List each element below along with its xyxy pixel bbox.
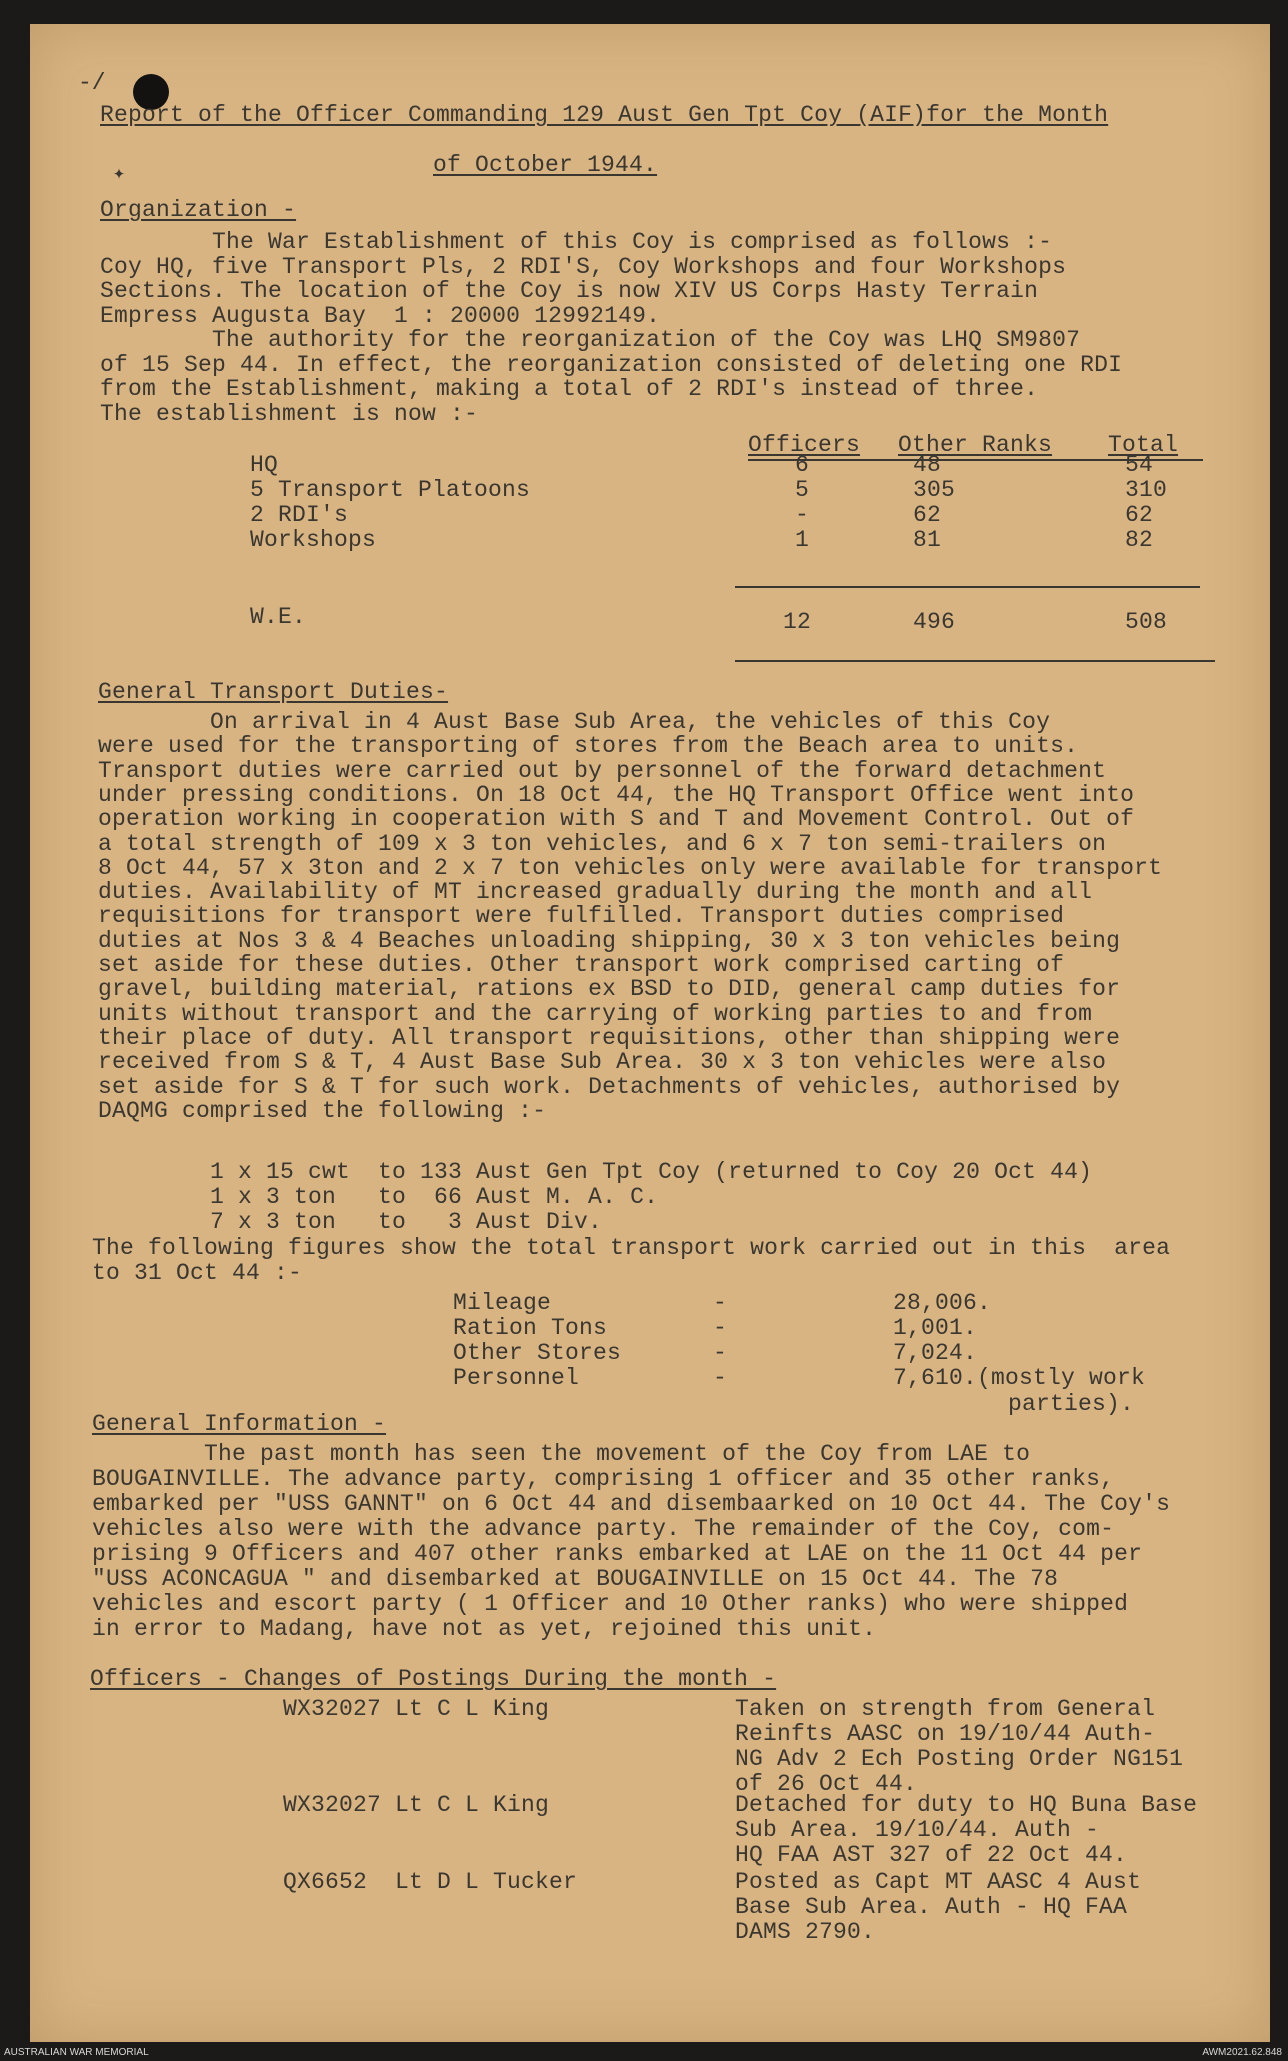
information-line: BOUGAINVILLE. The advance party, comprising 1 officer and 35 other ranks, <box>92 1466 1115 1492</box>
figure-dash: - <box>713 1365 728 1391</box>
information-line: The past month has seen the movement of the Coy from LAE to <box>92 1441 1031 1467</box>
table-row-unit: 5 Transport Platoons <box>250 477 531 503</box>
transport-line: received from S & T, 4 Aust Base Sub Area. 30 x 3 ton vehicles were also <box>98 1049 1107 1076</box>
figure-label: Personnel <box>453 1365 580 1391</box>
organization-line: The establishment is now :- <box>100 400 479 427</box>
postings-heading: Officers - Changes of Postings During the month - <box>90 1666 777 1692</box>
we-total: 508 <box>1125 609 1168 635</box>
transport-line: their place of duty. All transport requisitions, other than shipping were <box>98 1024 1121 1051</box>
posting-detail: NG Adv 2 Ech Posting Order NG151 <box>735 1746 1184 1772</box>
table-rule-bottom <box>735 660 1215 662</box>
transport-line: gravel, building material, rations ex BSD to DID, general camp duties for <box>98 976 1121 1003</box>
footer-accession: AWM2021.62.848 <box>1202 2047 1282 2058</box>
figures-note: parties). <box>1008 1391 1135 1417</box>
transport-line: under pressing conditions. On 18 Oct 44, the HQ Transport Office went into <box>98 781 1135 808</box>
table-row-officers: 5 <box>795 477 810 503</box>
figure-label: Ration Tons <box>453 1315 608 1341</box>
transport-line: set aside for S & T for such work. Detachments of vehicles, authorised by <box>98 1073 1121 1100</box>
transport-line: set aside for these duties. Other transport work comprised carting of <box>98 952 1065 978</box>
table-row-total: 54 <box>1125 452 1154 478</box>
table-row-unit: HQ <box>250 452 279 478</box>
posting-detail: of 26 Oct 44. <box>735 1771 918 1797</box>
figure-dash: - <box>713 1290 728 1316</box>
transport-line: On arrival in 4 Aust Base Sub Area, the vehicles of this Coy <box>98 709 1051 735</box>
posting-detail: Reinfts AASC on 19/10/44 Auth- <box>735 1721 1156 1747</box>
figures-intro-line: to 31 Oct 44 :- <box>92 1260 303 1286</box>
table-row-other-ranks: 48 <box>913 452 942 478</box>
organization-line: Coy HQ, five Transport Pls, 2 RDI'S, Coy Workshops and four Workshops <box>100 253 1067 280</box>
detachment-item: 7 x 3 ton to 3 Aust Div. <box>210 1209 603 1235</box>
we-other-ranks: 496 <box>913 609 956 635</box>
we-label: W.E. <box>250 604 307 630</box>
information-line: vehicles and escort party ( 1 Officer and 10 Other ranks) who were shipped <box>92 1591 1129 1617</box>
table-row-other-ranks: 305 <box>913 477 956 503</box>
table-row-other-ranks: 62 <box>913 502 942 528</box>
table-row-officers: 1 <box>795 527 810 553</box>
figure-value: 28,006. <box>893 1290 992 1316</box>
posting-officer: WX32027 Lt C L King <box>283 1792 550 1818</box>
table-row-unit: Workshops <box>250 527 377 553</box>
table-rule-top <box>735 586 1200 588</box>
information-line: prising 9 Officers and 407 other ranks embarked at LAE on the 11 Oct 44 per <box>92 1541 1143 1567</box>
report-title-line1: Report of the Officer Commanding 129 Aust Gen Tpt Coy (AIF)for the Month <box>100 102 1109 128</box>
transport-line: requisitions for transport were fulfilled. Transport duties comprised <box>98 903 1065 930</box>
transport-line: Transport duties were carried out by personnel of the forward detachment <box>98 757 1107 784</box>
posting-detail: Base Sub Area. Auth - HQ FAA <box>735 1894 1128 1920</box>
information-line: vehicles also were with the advance party. The remainder of the Coy, com- <box>92 1516 1115 1542</box>
information-line: "USS ACONCAGUA " and disembarked at BOUGAINVILLE on 15 Oct 44. The 78 <box>92 1566 1059 1592</box>
figure-value: 7,610.(mostly work <box>893 1365 1146 1391</box>
transport-line: a total strength of 109 x 3 ton vehicles, and 6 x 7 ton semi-trailers on <box>98 830 1107 857</box>
table-row-total: 310 <box>1125 477 1168 503</box>
report-title-line2: of October 1944. <box>433 152 658 178</box>
col-header-other-ranks: Other Ranks <box>898 432 1053 458</box>
posting-detail: DAMS 2790. <box>735 1919 876 1945</box>
transport-line: 8 Oct 44, 57 x 3ton and 2 x 7 ton vehicles only were available for transport <box>98 854 1163 881</box>
figures-intro-line: The following figures show the total transport work carried out in this area <box>92 1235 1171 1261</box>
organization-heading: Organization - <box>100 197 297 223</box>
information-line: embarked per "USS GANNT" on 6 Oct 44 and disembaarked on 10 Oct 44. The Coy's <box>92 1491 1171 1517</box>
transport-line: operation working in cooperation with S and T and Movement Control. Out of <box>98 806 1135 833</box>
information-heading: General Information - <box>92 1411 387 1437</box>
figure-dash: - <box>713 1315 728 1341</box>
figure-value: 7,024. <box>893 1340 978 1366</box>
table-row-officers: - <box>795 502 810 528</box>
transport-line: duties at Nos 3 & 4 Beaches unloading shipping, 30 x 3 ton vehicles being <box>98 927 1121 954</box>
we-officers: 12 <box>783 609 812 635</box>
detachment-item: 1 x 3 ton to 66 Aust M. A. C. <box>210 1184 659 1210</box>
figure-dash: - <box>713 1340 728 1366</box>
ink-mark: ✦ <box>113 163 126 186</box>
posting-detail: Taken on strength from General <box>735 1696 1156 1722</box>
page-number: -/ <box>78 70 106 96</box>
posting-officer: WX32027 Lt C L King <box>283 1696 550 1722</box>
table-row-unit: 2 RDI's <box>250 502 349 528</box>
organization-line: Empress Augusta Bay 1 : 20000 12992149. <box>100 302 661 329</box>
figure-label: Other Stores <box>453 1340 622 1366</box>
transport-line: were used for the transporting of stores from the Beach area to units. <box>98 733 1079 760</box>
figure-label: Mileage <box>453 1290 552 1316</box>
table-row-total: 62 <box>1125 502 1154 528</box>
figure-value: 1,001. <box>893 1315 978 1341</box>
organization-line: The authority for the reorganization of the Coy was LHQ SM9807 <box>100 327 1081 353</box>
posting-detail: Detached for duty to HQ Buna Base <box>735 1792 1198 1818</box>
footer-institution: AUSTRALIAN WAR MEMORIAL <box>4 2047 149 2058</box>
posting-detail: HQ FAA AST 327 of 22 Oct 44. <box>735 1842 1128 1868</box>
information-line: in error to Madang, have not as yet, rejoined this unit. <box>92 1616 877 1642</box>
transport-line: DAQMG comprised the following :- <box>98 1097 547 1124</box>
organization-line: The War Establishment of this Coy is comprised as follows :- <box>100 229 1053 255</box>
organization-line: from the Establishment, making a total of 2 RDI's instead of three. <box>100 376 1039 402</box>
table-row-officers: 6 <box>795 452 810 478</box>
organization-line: Sections. The location of the Coy is now XIV US Corps Hasty Terrain <box>100 278 1039 304</box>
posting-detail: Posted as Capt MT AASC 4 Aust <box>735 1869 1142 1895</box>
col-header-total: Total <box>1108 432 1179 458</box>
transport-heading: General Transport Duties- <box>98 679 449 705</box>
table-row-total: 82 <box>1125 527 1154 553</box>
organization-line: of 15 Sep 44. In effect, the reorganization consisted of deleting one RDI <box>100 351 1123 378</box>
posting-officer: QX6652 Lt D L Tucker <box>283 1869 578 1895</box>
transport-line: duties. Availability of MT increased gradually during the month and all <box>98 879 1093 906</box>
table-row-other-ranks: 81 <box>913 527 942 553</box>
detachment-item: 1 x 15 cwt to 133 Aust Gen Tpt Coy (returned to Coy 20 Oct 44) <box>210 1159 1093 1185</box>
col-header-officers: Officers <box>748 432 861 458</box>
posting-detail: Sub Area. 19/10/44. Auth - <box>735 1817 1100 1843</box>
transport-line: units without transport and the carrying of working parties to and from <box>98 1000 1093 1027</box>
